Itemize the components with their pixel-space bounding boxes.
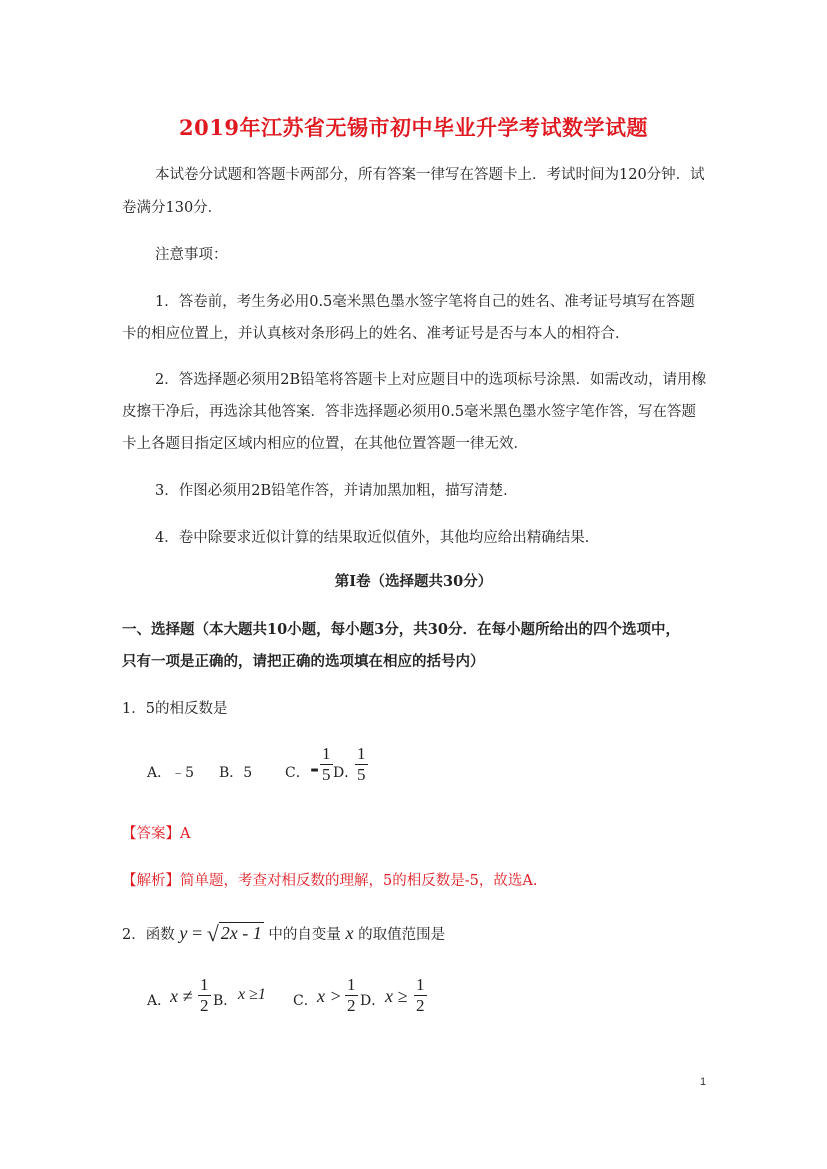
q1-d-denominator: 5	[357, 765, 366, 784]
notice-2-line-1: 2．答选择题必须用2B铅笔将答题卡上对应题目中的选项标号涂黑．如需改动，请用橡	[155, 372, 707, 388]
q1-option-a: A．﹣5	[147, 765, 195, 781]
part-1-heading-line-1: 一、选择题（本大题共10小题，每小题3分，共30分．在每小题所给出的四个选项中，	[122, 621, 680, 638]
question-2-stem	[122, 922, 445, 945]
q2-option-b-expr: x ≥1	[238, 986, 266, 1003]
page-title: 2019年江苏省无锡市初中毕业升学考试数学试题	[179, 115, 648, 140]
q2-option-d-label: D．	[360, 993, 386, 1009]
q2-d-numerator: 1	[416, 975, 425, 994]
notice-3: 3．作图必须用2B铅笔作答，并请加黑加粗，描写清楚．	[155, 483, 518, 499]
intro-line-1: 本试卷分试题和答题卡两部分，所有答案一律写在答题卡上．考试时间为120分钟．试	[155, 167, 705, 183]
q1-analysis-tag: 【解析】	[122, 873, 180, 889]
q2-c-denominator: 2	[347, 996, 356, 1015]
intro-line-2: 卷满分130分．	[122, 200, 223, 216]
q2-equals: =	[191, 923, 203, 943]
notice-2-line-3: 卡上各题目指定区域内相应的位置，在其他位置答题一律无效．	[122, 436, 528, 452]
q2-option-a-expr: x ≠	[170, 986, 193, 1006]
q2-c-numerator: 1	[347, 975, 356, 994]
q2-option-a-label: A．	[147, 993, 172, 1009]
notice-heading: 注意事项：	[155, 247, 228, 263]
q2-option-c-fraction	[345, 975, 358, 1016]
q1-option-d-fraction	[355, 744, 368, 785]
q1-option-d-label: D．	[333, 765, 359, 781]
q1-option-c-fraction	[320, 744, 333, 785]
question-1-stem: 1．5的相反数是	[122, 701, 228, 717]
q2-a-denominator: 2	[200, 996, 209, 1015]
page-number: 1	[700, 1076, 707, 1088]
q2-stem-prefix: 2．函数	[122, 927, 175, 943]
q1-analysis	[122, 871, 537, 891]
q2-x-var: x	[345, 923, 354, 943]
q1-d-numerator: 1	[357, 744, 366, 763]
q1-option-b: B．5	[219, 765, 253, 781]
q2-option-a-fraction	[198, 975, 211, 1016]
q2-stem-mid: 中的自变量	[268, 927, 341, 943]
q1-option-c-label: C．	[285, 765, 310, 781]
notice-4: 4．卷中除要求近似计算的结果取近似值外，其他均应给出精确结果．	[155, 530, 600, 546]
q2-option-b-label: B．	[213, 993, 238, 1009]
q1-c-denominator: 5	[322, 765, 331, 784]
q2-option-d-expr: x ≥	[385, 986, 408, 1006]
q2-d-denominator: 2	[416, 996, 425, 1015]
sqrt-symbol-icon: √	[206, 921, 219, 946]
part-1-heading-line-2: 只有一项是正确的，请把正确的选项填在相应的括号内）	[122, 653, 485, 670]
q2-a-numerator: 1	[200, 975, 209, 994]
q1-answer: 【答案】A	[122, 826, 191, 842]
section-title: 第Ⅰ卷（选择题共30分）	[334, 573, 493, 590]
q2-option-c-label: C．	[293, 993, 318, 1009]
notice-2-line-2: 皮擦干净后，再选涂其他答案．答非选择题必须用0.5毫米黑色墨水签字笔作答，写在答题	[122, 404, 697, 420]
q1-option-c-minus: -	[310, 756, 320, 782]
q1-c-numerator: 1	[322, 744, 331, 763]
q1-analysis-text: 简单题，考查对相反数的理解，5的相反数是-5，故选A.	[180, 873, 538, 889]
q2-option-d-fraction	[414, 975, 427, 1016]
notice-1-line-1: 1．答卷前，考生务必用0.5毫米黑色墨水签字笔将自己的姓名、准考证号填写在答题	[155, 294, 695, 310]
q2-y-var: y	[179, 923, 188, 943]
q2-radicand: 2x - 1	[220, 923, 262, 943]
q2-option-c-expr: x >	[317, 986, 342, 1006]
q2-stem-suffix: 的取值范围是	[358, 927, 446, 943]
notice-1-line-2: 卡的相应位置上，并认真核对条形码上的姓名、准考证号是否与本人的相符合．	[122, 326, 630, 342]
q2-sqrt-expression	[206, 921, 264, 946]
